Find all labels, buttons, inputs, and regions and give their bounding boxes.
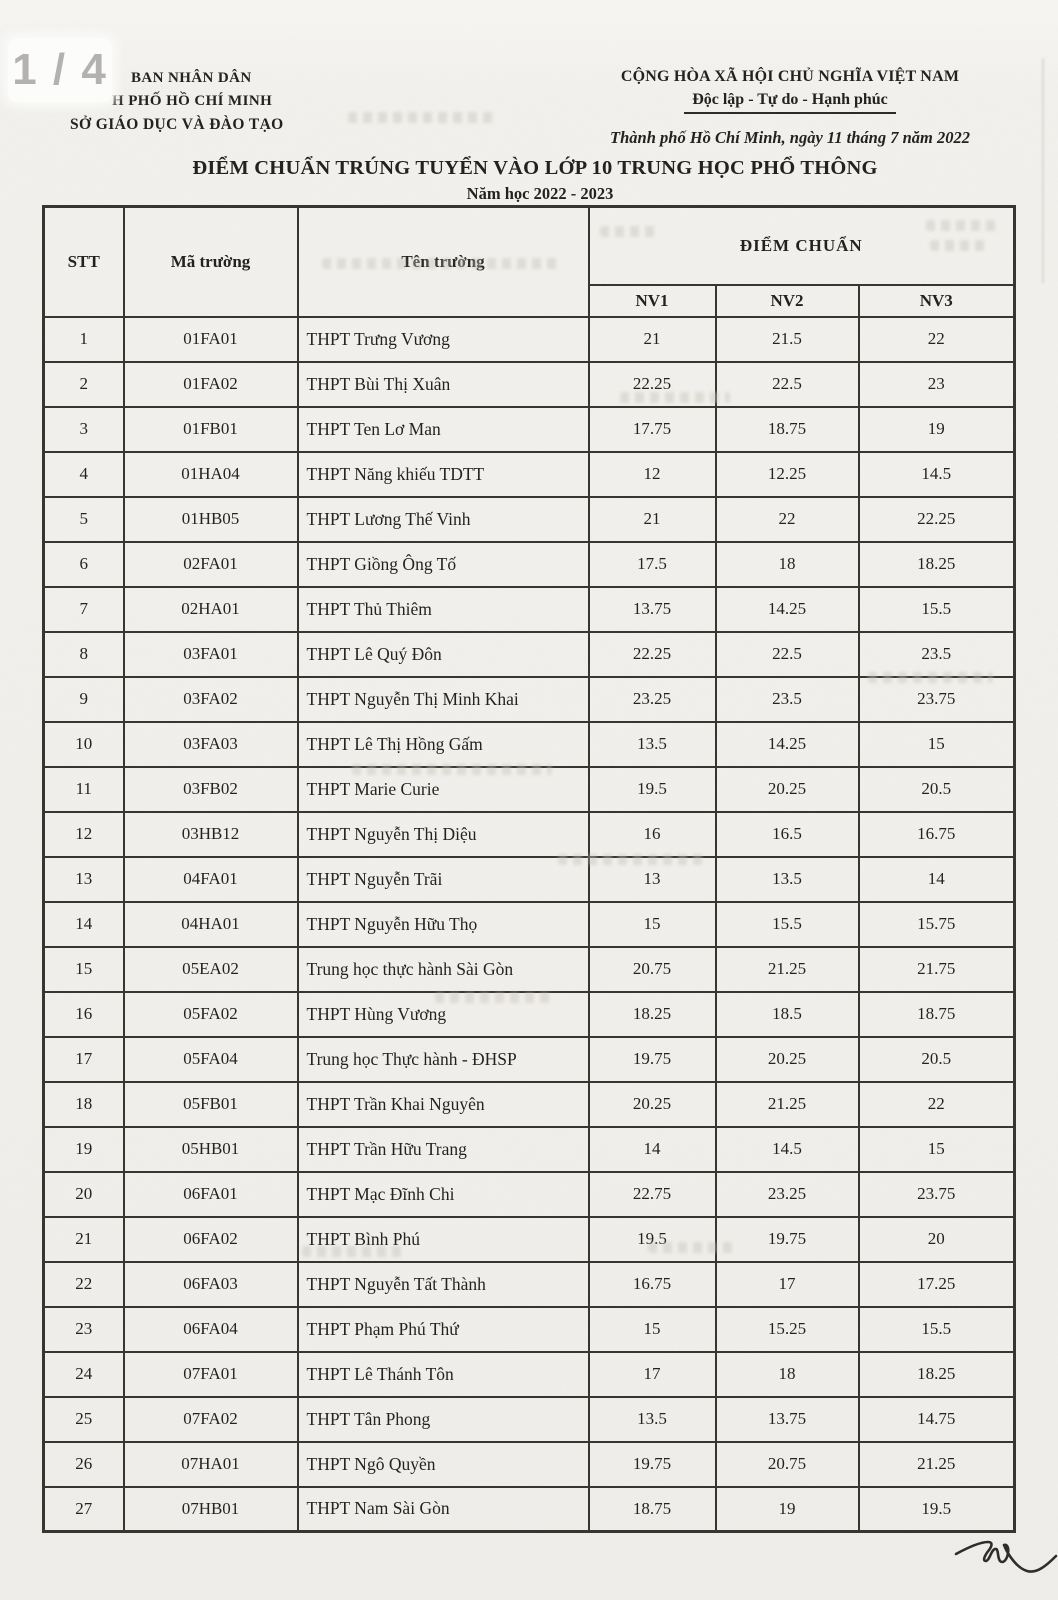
stt-cell: 19	[44, 1127, 124, 1172]
nv1-score-cell: 23.25	[589, 677, 716, 722]
nv1-score-cell: 18.75	[589, 1487, 716, 1532]
nv3-score-cell: 18.25	[859, 542, 1015, 587]
table-row	[44, 947, 1015, 992]
nv3-score-cell: 23.75	[859, 677, 1015, 722]
school-name-cell: THPT Marie Curie	[298, 767, 589, 812]
nv1-score-cell: 13.5	[589, 1397, 716, 1442]
school-code-cell: 04HA01	[124, 902, 298, 947]
school-name-cell: THPT Phạm Phú Thứ	[298, 1307, 589, 1352]
stt-cell: 4	[44, 452, 124, 497]
school-code-cell: 01FA01	[124, 317, 298, 362]
nv3-score-cell: 16.75	[859, 812, 1015, 857]
stt-cell: 20	[44, 1172, 124, 1217]
stt-cell: 3	[44, 407, 124, 452]
stt-cell: 9	[44, 677, 124, 722]
school-code-cell: 04FA01	[124, 857, 298, 902]
table-row	[44, 722, 1015, 767]
school-name-cell: THPT Nam Sài Gòn	[298, 1487, 589, 1532]
nv3-score-cell: 14	[859, 857, 1015, 902]
nv1-score-cell: 17	[589, 1352, 716, 1397]
table-row	[44, 1172, 1015, 1217]
school-name-cell: THPT Lê Thị Hồng Gấm	[298, 722, 589, 767]
table-row	[44, 1487, 1015, 1532]
authority-line-1: BAN NHÂN DÂN	[131, 70, 252, 86]
school-code-cell: 03HB12	[124, 812, 298, 857]
stt-cell: 5	[44, 497, 124, 542]
table-row	[44, 992, 1015, 1037]
nv2-score-cell: 18	[716, 542, 859, 587]
table-row	[44, 407, 1015, 452]
school-code-cell: 03FB02	[124, 767, 298, 812]
stt-cell: 8	[44, 632, 124, 677]
table-row	[44, 497, 1015, 542]
stt-cell: 18	[44, 1082, 124, 1127]
school-name-cell: THPT Lê Thánh Tôn	[298, 1352, 589, 1397]
nv1-score-cell: 16.75	[589, 1262, 716, 1307]
school-name-cell: THPT Ten Lơ Man	[298, 407, 589, 452]
school-name-cell: THPT Hùng Vương	[298, 992, 589, 1037]
stt-cell: 23	[44, 1307, 124, 1352]
school-code-cell: 01FA02	[124, 362, 298, 407]
table-row	[44, 767, 1015, 812]
school-code-cell: 03FA02	[124, 677, 298, 722]
nv1-score-cell: 16	[589, 812, 716, 857]
nv2-score-cell: 15.5	[716, 902, 859, 947]
school-code-cell: 02HA01	[124, 587, 298, 632]
table-row	[44, 632, 1015, 677]
page-indicator: 1 / 4	[8, 38, 112, 102]
nv3-score-cell: 22.25	[859, 497, 1015, 542]
table-row	[44, 902, 1015, 947]
nv3-score-cell: 14.75	[859, 1397, 1015, 1442]
nv3-score-cell: 20.5	[859, 767, 1015, 812]
stt-cell: 11	[44, 767, 124, 812]
table-row	[44, 1217, 1015, 1262]
stt-cell: 7	[44, 587, 124, 632]
stt-cell: 1	[44, 317, 124, 362]
school-code-cell: 06FA02	[124, 1217, 298, 1262]
school-name-cell: THPT Thủ Thiêm	[298, 587, 589, 632]
nv2-score-cell: 12.25	[716, 452, 859, 497]
nv3-score-cell: 15.5	[859, 587, 1015, 632]
nv1-score-cell: 13.5	[589, 722, 716, 767]
school-name-cell: THPT Bình Phú	[298, 1217, 589, 1262]
scan-edge-artifact	[1042, 58, 1044, 283]
school-code-cell: 03FA03	[124, 722, 298, 767]
table-row	[44, 317, 1015, 362]
scores-table-container	[42, 205, 1016, 1533]
stt-cell: 22	[44, 1262, 124, 1307]
nv3-score-cell: 19	[859, 407, 1015, 452]
nv2-score-cell: 20.75	[716, 1442, 859, 1487]
nv1-score-cell: 17.75	[589, 407, 716, 452]
stt-cell: 26	[44, 1442, 124, 1487]
nv1-score-cell: 19.75	[589, 1037, 716, 1082]
nv3-score-cell: 19.5	[859, 1487, 1015, 1532]
table-row	[44, 812, 1015, 857]
nv2-score-cell: 23.5	[716, 677, 859, 722]
nv3-score-cell: 15.75	[859, 902, 1015, 947]
school-code-cell: 06FA04	[124, 1307, 298, 1352]
nv3-score-cell: 21.25	[859, 1442, 1015, 1487]
nv1-score-cell: 21	[589, 317, 716, 362]
school-name-cell: THPT Trưng Vương	[298, 317, 589, 362]
nv2-score-cell: 19.75	[716, 1217, 859, 1262]
stt-cell: 10	[44, 722, 124, 767]
nv3-score-cell: 23.5	[859, 632, 1015, 677]
nv1-score-cell: 19.5	[589, 1217, 716, 1262]
table-row	[44, 1442, 1015, 1487]
nv3-score-cell: 18.25	[859, 1352, 1015, 1397]
stt-cell: 12	[44, 812, 124, 857]
nv1-score-cell: 19.5	[589, 767, 716, 812]
school-code-cell: 05HB01	[124, 1127, 298, 1172]
nv2-score-cell: 13.75	[716, 1397, 859, 1442]
nv1-score-cell: 22.75	[589, 1172, 716, 1217]
school-code-cell: 01FB01	[124, 407, 298, 452]
nv1-score-cell: 15	[589, 902, 716, 947]
table-row	[44, 362, 1015, 407]
nv1-score-cell: 15	[589, 1307, 716, 1352]
stt-cell: 24	[44, 1352, 124, 1397]
nv3-score-cell: 17.25	[859, 1262, 1015, 1307]
nv1-score-cell: 17.5	[589, 542, 716, 587]
nv3-score-cell: 18.75	[859, 992, 1015, 1037]
school-name-cell: Trung học Thực hành - ĐHSP	[298, 1037, 589, 1082]
stt-cell: 16	[44, 992, 124, 1037]
school-name-cell: THPT Năng khiếu TDTT	[298, 452, 589, 497]
school-name-cell: THPT Mạc Đĩnh Chi	[298, 1172, 589, 1217]
document-subtitle: Năm học 2022 - 2023	[466, 184, 614, 203]
nv1-score-cell: 19.75	[589, 1442, 716, 1487]
nv1-score-cell: 13.75	[589, 587, 716, 632]
table-row	[44, 1082, 1015, 1127]
nv2-score-cell: 14.25	[716, 722, 859, 767]
nv3-score-cell: 22	[859, 317, 1015, 362]
school-code-cell: 07HB01	[124, 1487, 298, 1532]
nv3-score-cell: 15.5	[859, 1307, 1015, 1352]
nv2-score-cell: 22.5	[716, 362, 859, 407]
document-title: ĐIỂM CHUẨN TRÚNG TUYỂN VÀO LỚP 10 TRUNG HỌC PHỔ THÔNG	[192, 157, 878, 179]
nv2-score-cell: 18	[716, 1352, 859, 1397]
nv3-score-cell: 20.5	[859, 1037, 1015, 1082]
nv1-score-cell: 14	[589, 1127, 716, 1172]
table-row	[44, 1262, 1015, 1307]
school-name-cell: THPT Trần Khai Nguyên	[298, 1082, 589, 1127]
nv1-score-cell: 20.25	[589, 1082, 716, 1127]
nv2-score-cell: 23.25	[716, 1172, 859, 1217]
nv3-score-cell: 20	[859, 1217, 1015, 1262]
school-name-cell: THPT Lương Thế Vinh	[298, 497, 589, 542]
authority-line-3: SỞ GIÁO DỤC VÀ ĐÀO TẠO	[70, 116, 284, 133]
bleedthrough-artifact	[348, 112, 498, 123]
nv1-score-cell: 21	[589, 497, 716, 542]
nv1-score-cell: 13	[589, 857, 716, 902]
school-code-cell: 02FA01	[124, 542, 298, 587]
school-code-cell: 07FA02	[124, 1397, 298, 1442]
table-row	[44, 1307, 1015, 1352]
table-row	[44, 587, 1015, 632]
nv1-score-cell: 22.25	[589, 362, 716, 407]
nv2-score-cell: 16.5	[716, 812, 859, 857]
stt-cell: 14	[44, 902, 124, 947]
nv2-score-cell: 21.5	[716, 317, 859, 362]
signature-mark	[952, 1532, 1058, 1584]
school-code-cell: 06FA03	[124, 1262, 298, 1307]
school-name-cell: THPT Nguyễn Hữu Thọ	[298, 902, 589, 947]
table-row	[44, 1037, 1015, 1082]
national-header	[570, 68, 1010, 148]
nv3-score-cell: 23	[859, 362, 1015, 407]
nv2-score-cell: 14.25	[716, 587, 859, 632]
scores-table	[42, 205, 1016, 1533]
school-code-cell: 01HA04	[124, 452, 298, 497]
stt-cell: 25	[44, 1397, 124, 1442]
nv2-score-cell: 13.5	[716, 857, 859, 902]
nv3-score-cell: 15	[859, 1127, 1015, 1172]
authority-line-2: H PHỐ HỒ CHÍ MINH	[112, 93, 273, 109]
table-row	[44, 542, 1015, 587]
place-and-date: Thành phố Hồ Chí Minh, ngày 11 tháng 7 năm 2022	[610, 128, 970, 147]
school-name-cell: THPT Ngô Quyền	[298, 1442, 589, 1487]
school-code-cell: 05FB01	[124, 1082, 298, 1127]
col-header-code: Mã trường	[124, 207, 298, 317]
table-row	[44, 1127, 1015, 1172]
nv3-score-cell: 22	[859, 1082, 1015, 1127]
col-header-nv3: NV3	[859, 285, 1015, 317]
nv2-score-cell: 21.25	[716, 947, 859, 992]
school-code-cell: 05FA02	[124, 992, 298, 1037]
table-row	[44, 857, 1015, 902]
col-header-name: Tên trường	[298, 207, 589, 317]
stt-cell: 27	[44, 1487, 124, 1532]
school-name-cell: THPT Nguyễn Tất Thành	[298, 1262, 589, 1307]
col-header-nv2: NV2	[716, 285, 859, 317]
school-code-cell: 03FA01	[124, 632, 298, 677]
nv2-score-cell: 19	[716, 1487, 859, 1532]
table-row	[44, 677, 1015, 722]
table-row	[44, 1397, 1015, 1442]
col-header-score-group: ĐIỂM CHUẨN	[589, 207, 1015, 285]
nv2-score-cell: 22	[716, 497, 859, 542]
nv3-score-cell: 21.75	[859, 947, 1015, 992]
nv2-score-cell: 18.5	[716, 992, 859, 1037]
nv2-score-cell: 20.25	[716, 767, 859, 812]
nv3-score-cell: 14.5	[859, 452, 1015, 497]
school-code-cell: 05EA02	[124, 947, 298, 992]
nv1-score-cell: 18.25	[589, 992, 716, 1037]
school-name-cell: THPT Nguyễn Thị Minh Khai	[298, 677, 589, 722]
stt-cell: 2	[44, 362, 124, 407]
national-title: CỘNG HÒA XÃ HỘI CHỦ NGHĨA VIỆT NAM	[620, 68, 960, 85]
nv2-score-cell: 17	[716, 1262, 859, 1307]
col-header-stt: STT	[44, 207, 124, 317]
nv2-score-cell: 15.25	[716, 1307, 859, 1352]
col-header-nv1: NV1	[589, 285, 716, 317]
nv2-score-cell: 20.25	[716, 1037, 859, 1082]
school-code-cell: 01HB05	[124, 497, 298, 542]
nv1-score-cell: 22.25	[589, 632, 716, 677]
school-name-cell: THPT Lê Quý Đôn	[298, 632, 589, 677]
school-name-cell: THPT Trần Hữu Trang	[298, 1127, 589, 1172]
school-name-cell: THPT Tân Phong	[298, 1397, 589, 1442]
stt-cell: 17	[44, 1037, 124, 1082]
school-code-cell: 05FA04	[124, 1037, 298, 1082]
nv1-score-cell: 12	[589, 452, 716, 497]
school-name-cell: THPT Nguyễn Trãi	[298, 857, 589, 902]
stt-cell: 6	[44, 542, 124, 587]
school-name-cell: THPT Giồng Ông Tố	[298, 542, 589, 587]
school-code-cell: 06FA01	[124, 1172, 298, 1217]
nv2-score-cell: 21.25	[716, 1082, 859, 1127]
nv3-score-cell: 23.75	[859, 1172, 1015, 1217]
nv2-score-cell: 22.5	[716, 632, 859, 677]
school-code-cell: 07HA01	[124, 1442, 298, 1487]
nv3-score-cell: 15	[859, 722, 1015, 767]
stt-cell: 13	[44, 857, 124, 902]
table-row	[44, 1352, 1015, 1397]
school-name-cell: THPT Bùi Thị Xuân	[298, 362, 589, 407]
nv2-score-cell: 18.75	[716, 407, 859, 452]
school-name-cell: Trung học thực hành Sài Gòn	[298, 947, 589, 992]
stt-cell: 15	[44, 947, 124, 992]
stt-cell: 21	[44, 1217, 124, 1262]
school-code-cell: 07FA01	[124, 1352, 298, 1397]
nv2-score-cell: 14.5	[716, 1127, 859, 1172]
national-motto: Độc lập - Tự do - Hạnh phúc	[684, 91, 896, 114]
table-row	[44, 452, 1015, 497]
nv1-score-cell: 20.75	[589, 947, 716, 992]
school-name-cell: THPT Nguyễn Thị Diệu	[298, 812, 589, 857]
